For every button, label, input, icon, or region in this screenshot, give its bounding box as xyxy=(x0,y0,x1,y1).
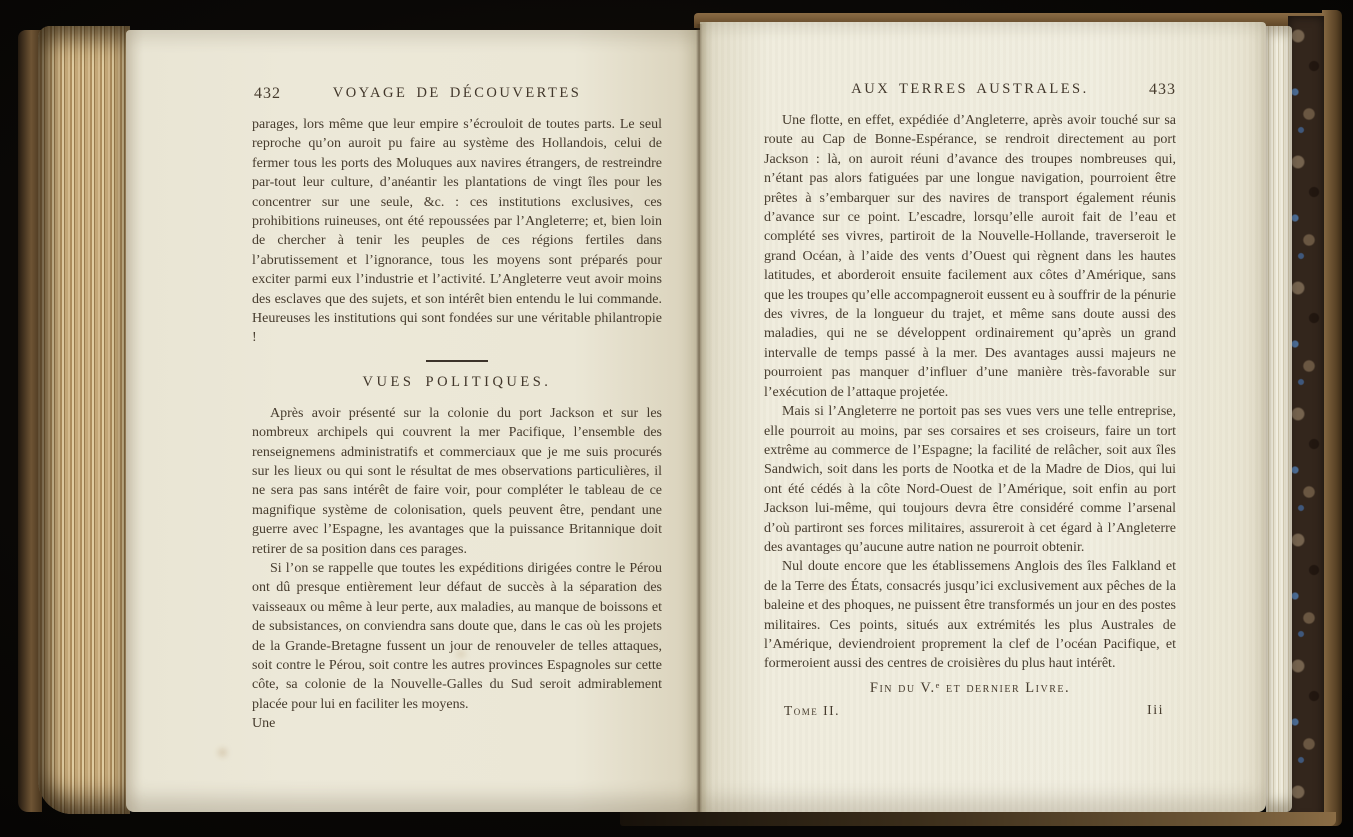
marbled-cover xyxy=(1288,16,1324,820)
book-bottom-edge xyxy=(620,812,1336,826)
body-paragraph: Une flotte, en effet, expédiée d’Angleterre, après avoir touché sur sa route au Cap de Bonne-Espérance, se rendroit directement au port Jackson : là, on auroit réuni d’avance des troupes nombreuses qui, n’étant pas alors fatiguées par une longue navigation, pourroient être prêtes à s’embarquer sur des navires de transport également réunis d’avance sur ce point. L’escadre, lorsqu’elle auroit fait de l’eau et complété ses vivres, partiroit de la Nouvelle-Hollande, traverseroit le grand Océan, à l’aide des vents d’Ouest qui règnent dans les hautes latitudes, et aborderoit ensuite facilement aux côtes d’Amérique, sans que les troupes qu’elle accompagneroit eussent eu à souffrir de la pénurie des vivres, de la longueur du trajet, et même sans doute aussi des maladies, qui ne se développent ordinairement qu’après un grand intervalle de temps passé à la mer. Des avantages aussi majeurs ne pourroient pas manquer d’influer d’une manière très-favorable sur l’exécution de l’attaque projetée. xyxy=(764,113,1176,400)
running-title-right: AUX TERRES AUSTRALES. xyxy=(851,81,1089,97)
body-paragraph: Mais si l’Angleterre ne portoit pas ses vues vers une telle entreprise, elle pourroit au moins, par ses corsaires et ses croiseurs, faire un tort extrême au commerce de l’Espagne; la facilité de relâcher, soit aux îles Sandwich, soit dans les ports de Nootka et de la Madre de Dios, qui lui ont été cédés à la côte Nord-Ouest de l’Amérique, soit enfin au port Jackson lui-même, qui toujours devra être considéré comme l’arsenal d’où partiront ses forces militaires, assureroit à cet égard à l’Angleterre des avantages qu’aucune autre nation ne pourroit obtenir. xyxy=(764,404,1176,555)
body-paragraph: Si l’on se rappelle que toutes les expéditions dirigées contre le Pérou ont dû presque entièrement leur défaut de succès à la séparation des vaisseaux ou même à leur perte, aux maladies, au manque de boissons et de subsistances, on conviendra sans doute que, dans le cas où les projets de la Grande-Bretagne fussent un jour de renouveler de telles attaques, soit contre le Pérou, soit contre les autres provinces Espagnoles sur cette côte, sa colonie de la Nouvelle-Galles du Sud seroit admirablement placée pour lui en faciliter les moyens. xyxy=(252,561,662,712)
cover-leather-edge xyxy=(1322,10,1342,826)
left-page-body xyxy=(252,115,662,734)
catchword: Une xyxy=(252,716,276,732)
page-number-left: 432 xyxy=(254,85,281,102)
right-page-header xyxy=(764,80,1176,102)
signature-mark: Iii xyxy=(1147,703,1164,719)
section-rule xyxy=(426,360,488,363)
right-page-body xyxy=(764,111,1176,721)
right-page xyxy=(700,22,1266,812)
tome-label: Tome II. xyxy=(784,703,840,719)
right-page-footer xyxy=(764,701,1176,720)
left-page xyxy=(126,30,700,812)
right-page-text-column xyxy=(764,80,1176,721)
gutter-shadow xyxy=(696,24,703,812)
page-fore-edge-left xyxy=(38,26,130,814)
running-title-left: VOYAGE DE DÉCOUVERTES xyxy=(332,85,582,101)
body-paragraph: Après avoir présenté sur la colonie du port Jackson et sur les nombreux archipels qui couvrent la mer Pacifique, l’ensemble des renseignemens administratifs et commerciaux que je me suis procurés sur les lieux ou qui sont le résultat de mes observations particulières, il ne sera pas sans intérêt de faire voir, pour compléter le tableau de ce magnifique système de colonisation, quels peuvent être, pendant une guerre avec l’Espagne, les avantages que la puissance Britannique doit retirer de sa position dans ces parages. xyxy=(252,405,662,557)
page-number-right: 433 xyxy=(1149,81,1176,98)
paper-stain xyxy=(218,748,227,757)
page-edge-stack-right xyxy=(1266,26,1292,812)
fin-line: Fin du V.ᵉ et dernier Livre. xyxy=(869,679,1071,696)
left-page-text-column xyxy=(252,84,662,734)
left-page-header xyxy=(252,84,662,106)
body-paragraph: Nul doute encore que les établissemens Anglois des îles Falkland et de la Terre des États, consacrés jusqu’ici exclusivement aux pêches de la baleine et des phoques, ne puissent être transformés un jour en des postes militaires. Ces points, situés aux extrémités les plus Australes de l’Amérique, deviendroient proprement la clef de l’océan Pacifique, et formeroient aussi des centres de croisières du plus haut intérêt. xyxy=(764,559,1176,672)
body-paragraph: parages, lors même que leur empire s’écrouloit de toutes parts. Le seul reproche qu’on auroit pu faire au système des Hollandois, celui de fermer tous les ports des Moluques aux navires étrangers, de restreindre par-tout leur culture, d’anéantir les plantations de vingt îles pour les concentrer sur une seule, &c. : ces institutions exclusives, ces prohibitions ruineuses, ont été repoussées par l’Angleterre; et, bien loin de chercher à tenir les peuples de ces régions fertiles dans l’abrutissement et l’ignorance, tous les moyens sont préparés pour exciter parmi eux l’industrie et l’activité. L’Angleterre veut avoir moins des esclaves que des sujets, et son intérêt bien entendu le lui commande. Heureuses les institutions qui sont fondées sur une véritable philantropie ! xyxy=(252,117,662,346)
section-heading: VUES POLITIQUES. xyxy=(362,374,552,391)
